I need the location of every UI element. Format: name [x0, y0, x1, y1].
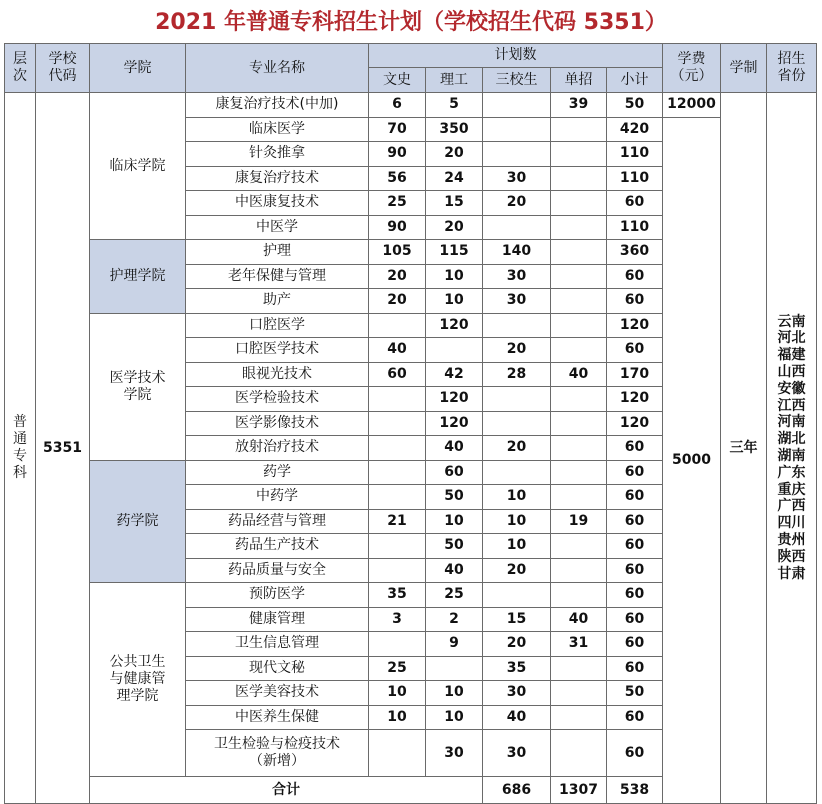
header-plan: 计划数 — [369, 44, 663, 68]
major-cell: 医学检验技术 — [186, 387, 369, 412]
single-enroll-cell: 19 — [551, 509, 607, 534]
science-cell: 15 — [426, 191, 483, 216]
arts-cell: 10 — [369, 705, 426, 730]
provinces-cell: 云南 河北 福建 山西 安徽 江西 河南 湖北 湖南 广东 重庆 广西 四川 贵州 陕西 甘肃 — [767, 93, 817, 804]
science-cell: 60 — [426, 460, 483, 485]
table-row — [5, 93, 817, 118]
single-enroll-cell — [551, 142, 607, 167]
major-cell: 眼视光技术 — [186, 362, 369, 387]
science-cell: 120 — [426, 387, 483, 412]
science-cell: 24 — [426, 166, 483, 191]
three-school-cell: 20 — [483, 558, 551, 583]
arts-cell — [369, 730, 426, 777]
subtotal-cell: 110 — [607, 166, 663, 191]
major-cell: 预防医学 — [186, 583, 369, 608]
science-cell: 42 — [426, 362, 483, 387]
arts-cell — [369, 558, 426, 583]
subtotal-cell: 50 — [607, 93, 663, 118]
science-cell: 40 — [426, 436, 483, 461]
single-enroll-cell — [551, 436, 607, 461]
major-cell: 口腔医学 — [186, 313, 369, 338]
subtotal-cell: 50 — [607, 681, 663, 706]
arts-cell — [369, 485, 426, 510]
arts-cell — [369, 460, 426, 485]
subtotal-cell: 60 — [607, 534, 663, 559]
arts-cell: 56 — [369, 166, 426, 191]
science-cell: 50 — [426, 534, 483, 559]
subtotal-cell: 60 — [607, 436, 663, 461]
header-school-code: 学校 代码 — [36, 44, 90, 93]
major-cell: 中医学 — [186, 215, 369, 240]
total-three-school: 538 — [607, 777, 663, 804]
three-school-cell — [483, 93, 551, 118]
subtotal-cell: 120 — [607, 387, 663, 412]
science-cell: 40 — [426, 558, 483, 583]
three-school-cell: 20 — [483, 338, 551, 363]
three-school-cell: 40 — [483, 705, 551, 730]
three-school-cell: 140 — [483, 240, 551, 265]
single-enroll-cell — [551, 534, 607, 559]
school-code-cell: 5351 — [36, 93, 90, 804]
science-cell: 9 — [426, 632, 483, 657]
three-school-cell — [483, 313, 551, 338]
major-cell: 卫生检验与检疫技术 （新增） — [186, 730, 369, 777]
major-cell: 现代文秘 — [186, 656, 369, 681]
science-cell: 10 — [426, 681, 483, 706]
single-enroll-cell: 40 — [551, 607, 607, 632]
arts-cell — [369, 387, 426, 412]
three-school-cell: 30 — [483, 681, 551, 706]
subtotal-cell: 60 — [607, 632, 663, 657]
subtotal-cell: 60 — [607, 705, 663, 730]
three-school-cell: 10 — [483, 534, 551, 559]
major-cell: 临床医学 — [186, 117, 369, 142]
major-cell: 中药学 — [186, 485, 369, 510]
major-cell: 中医养生保健 — [186, 705, 369, 730]
science-cell: 120 — [426, 313, 483, 338]
science-cell: 50 — [426, 485, 483, 510]
science-cell: 5 — [426, 93, 483, 118]
total-science: 1307 — [551, 777, 607, 804]
science-cell: 115 — [426, 240, 483, 265]
header-arts: 文史 — [369, 68, 426, 93]
major-cell: 医学影像技术 — [186, 411, 369, 436]
science-cell: 10 — [426, 509, 483, 534]
subtotal-cell: 170 — [607, 362, 663, 387]
college-cell: 临床学院 — [90, 93, 186, 240]
arts-cell: 90 — [369, 142, 426, 167]
three-school-cell: 30 — [483, 289, 551, 314]
science-cell: 10 — [426, 264, 483, 289]
major-cell: 护理 — [186, 240, 369, 265]
header-subtotal: 小计 — [607, 68, 663, 93]
college-cell: 护理学院 — [90, 240, 186, 314]
header-three-school: 三校生 — [483, 68, 551, 93]
single-enroll-cell — [551, 656, 607, 681]
single-enroll-cell — [551, 705, 607, 730]
single-enroll-cell — [551, 166, 607, 191]
single-enroll-cell — [551, 191, 607, 216]
science-cell: 10 — [426, 705, 483, 730]
single-enroll-cell — [551, 485, 607, 510]
subtotal-cell: 60 — [607, 289, 663, 314]
major-cell: 放射治疗技术 — [186, 436, 369, 461]
subtotal-cell: 120 — [607, 411, 663, 436]
header-major: 专业名称 — [186, 44, 369, 93]
header-fee: 学费 （元） — [663, 44, 721, 93]
single-enroll-cell — [551, 338, 607, 363]
college-cell: 公共卫生 与健康管 理学院 — [90, 583, 186, 777]
science-cell: 120 — [426, 411, 483, 436]
arts-cell: 3 — [369, 607, 426, 632]
arts-cell: 60 — [369, 362, 426, 387]
science-cell — [426, 338, 483, 363]
arts-cell: 20 — [369, 289, 426, 314]
science-cell: 20 — [426, 215, 483, 240]
three-school-cell — [483, 411, 551, 436]
major-cell: 药学 — [186, 460, 369, 485]
fee-cell: 12000 — [663, 93, 721, 118]
header-college: 学院 — [90, 44, 186, 93]
science-cell: 25 — [426, 583, 483, 608]
science-cell: 350 — [426, 117, 483, 142]
three-school-cell: 20 — [483, 191, 551, 216]
header-science: 理工 — [426, 68, 483, 93]
science-cell: 30 — [426, 730, 483, 777]
arts-cell: 35 — [369, 583, 426, 608]
college-cell: 医学技术 学院 — [90, 313, 186, 460]
major-cell: 中医康复技术 — [186, 191, 369, 216]
page-title: 2021 年普通专科招生计划（学校招生代码 5351） — [155, 9, 667, 35]
subtotal-cell: 120 — [607, 313, 663, 338]
three-school-cell — [483, 460, 551, 485]
subtotal-cell: 60 — [607, 191, 663, 216]
single-enroll-cell — [551, 583, 607, 608]
header-provinces: 招生 省份 — [767, 44, 817, 93]
arts-cell: 70 — [369, 117, 426, 142]
arts-cell: 25 — [369, 191, 426, 216]
total-arts: 686 — [483, 777, 551, 804]
subtotal-cell: 110 — [607, 215, 663, 240]
arts-cell — [369, 632, 426, 657]
arts-cell: 6 — [369, 93, 426, 118]
subtotal-cell: 420 — [607, 117, 663, 142]
arts-cell — [369, 313, 426, 338]
header-single-enroll: 单招 — [551, 68, 607, 93]
single-enroll-cell: 31 — [551, 632, 607, 657]
arts-cell: 105 — [369, 240, 426, 265]
three-school-cell: 30 — [483, 730, 551, 777]
single-enroll-cell: 40 — [551, 362, 607, 387]
three-school-cell: 20 — [483, 632, 551, 657]
major-cell: 药品生产技术 — [186, 534, 369, 559]
single-enroll-cell — [551, 558, 607, 583]
science-cell: 2 — [426, 607, 483, 632]
major-cell: 健康管理 — [186, 607, 369, 632]
single-enroll-cell — [551, 730, 607, 777]
three-school-cell: 30 — [483, 166, 551, 191]
single-enroll-cell — [551, 411, 607, 436]
major-cell: 卫生信息管理 — [186, 632, 369, 657]
single-enroll-cell — [551, 387, 607, 412]
single-enroll-cell — [551, 215, 607, 240]
major-cell: 老年保健与管理 — [186, 264, 369, 289]
header-duration: 学制 — [721, 44, 767, 93]
single-enroll-cell — [551, 117, 607, 142]
science-cell — [426, 656, 483, 681]
duration-cell: 三年 — [721, 93, 767, 804]
major-cell: 康复治疗技术 — [186, 166, 369, 191]
arts-cell: 40 — [369, 338, 426, 363]
arts-cell — [369, 534, 426, 559]
major-cell: 助产 — [186, 289, 369, 314]
major-cell: 药品质量与安全 — [186, 558, 369, 583]
subtotal-cell: 60 — [607, 656, 663, 681]
single-enroll-cell — [551, 313, 607, 338]
three-school-cell: 10 — [483, 485, 551, 510]
arts-cell — [369, 436, 426, 461]
subtotal-cell: 60 — [607, 558, 663, 583]
single-enroll-cell — [551, 681, 607, 706]
single-enroll-cell: 39 — [551, 93, 607, 118]
subtotal-cell: 60 — [607, 607, 663, 632]
header-level: 层 次 — [5, 44, 36, 93]
arts-cell: 21 — [369, 509, 426, 534]
subtotal-cell: 360 — [607, 240, 663, 265]
arts-cell: 90 — [369, 215, 426, 240]
science-cell: 10 — [426, 289, 483, 314]
subtotal-cell: 60 — [607, 460, 663, 485]
three-school-cell — [483, 387, 551, 412]
enrollment-plan-table — [4, 43, 817, 804]
major-cell: 针灸推拿 — [186, 142, 369, 167]
three-school-cell: 28 — [483, 362, 551, 387]
major-cell: 医学美容技术 — [186, 681, 369, 706]
total-label: 合计 — [90, 777, 483, 804]
arts-cell — [369, 411, 426, 436]
three-school-cell — [483, 583, 551, 608]
major-cell: 康复治疗技术(中加) — [186, 93, 369, 118]
three-school-cell: 10 — [483, 509, 551, 534]
subtotal-cell: 60 — [607, 485, 663, 510]
three-school-cell: 15 — [483, 607, 551, 632]
major-cell: 口腔医学技术 — [186, 338, 369, 363]
three-school-cell — [483, 215, 551, 240]
arts-cell: 10 — [369, 681, 426, 706]
subtotal-cell: 60 — [607, 509, 663, 534]
level-cell: 普 通 专 科 — [5, 93, 36, 804]
subtotal-cell: 110 — [607, 142, 663, 167]
subtotal-cell: 60 — [607, 338, 663, 363]
three-school-cell — [483, 142, 551, 167]
three-school-cell: 30 — [483, 264, 551, 289]
subtotal-cell: 60 — [607, 730, 663, 777]
three-school-cell: 35 — [483, 656, 551, 681]
single-enroll-cell — [551, 460, 607, 485]
subtotal-cell: 60 — [607, 264, 663, 289]
three-school-cell: 20 — [483, 436, 551, 461]
arts-cell: 20 — [369, 264, 426, 289]
three-school-cell — [483, 117, 551, 142]
college-cell: 药学院 — [90, 460, 186, 583]
fee-cell: 5000 — [663, 117, 721, 804]
science-cell: 20 — [426, 142, 483, 167]
single-enroll-cell — [551, 240, 607, 265]
subtotal-cell: 60 — [607, 583, 663, 608]
major-cell: 药品经营与管理 — [186, 509, 369, 534]
single-enroll-cell — [551, 289, 607, 314]
single-enroll-cell — [551, 264, 607, 289]
arts-cell: 25 — [369, 656, 426, 681]
